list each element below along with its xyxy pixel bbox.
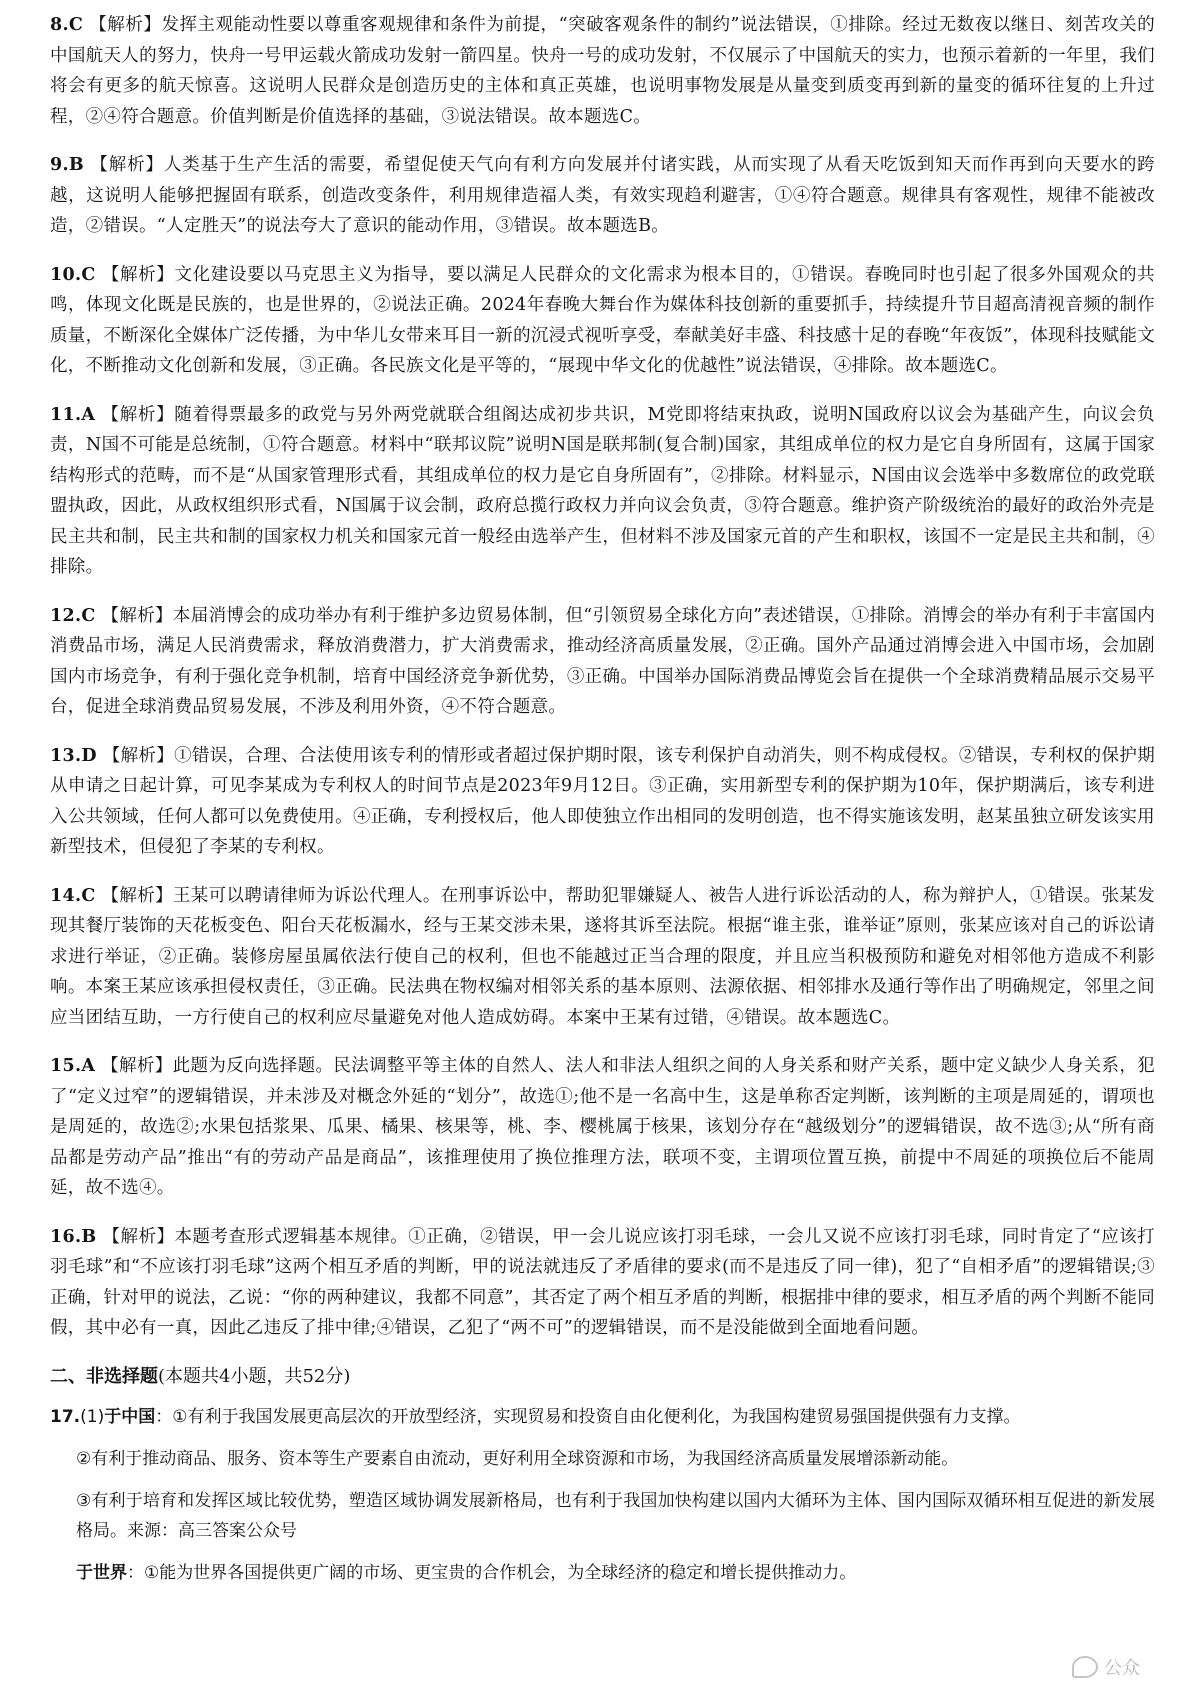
answer-9 xyxy=(50,150,1155,242)
answer-number: 9.B xyxy=(50,155,84,175)
watermark-text: 公众 xyxy=(1104,1658,1140,1679)
answer-text: 【解析】发挥主观能动性要以尊重客观规律和条件为前提，“突破客观条件的制约”说法错误，①排除。经过无数夜以继日、刻苦攻关的中国航天人的努力，快舟一号甲运载火箭成功发射一箭四星。快舟一号的成功发射，不仅展示了中国航天的实力，也预示着新的一年里，我们将会有更多的航天惊喜。这说明人民群众是创造历史的主体和真正英雄，也说明事物发展是从量变到质变再到新的量变的循环往复的上升过程，②④符合题意。价值判断是价值选择的基础，③说法错误。故本题选C。 xyxy=(50,15,1155,127)
point-text: ：①有利于我国发展更高层次的开放型经济，实现贸易和投资自由化便利化，为我国构建贸易强国提供强有力支撑。 xyxy=(155,1406,1021,1427)
point-text: ③有利于培育和发挥区域比较优势，塑造区域协调发展新格局，也有利于我国加快构建以国内大循环为主体、国内国际双循环相互促进的新发展格局。来源：高三答案公众号 xyxy=(76,1490,1155,1541)
answer-12 xyxy=(50,601,1155,723)
world-label: 于世界 xyxy=(76,1562,127,1583)
q17-china-point-1 xyxy=(50,1402,1155,1432)
answer-text: 【解析】本题考查形式逻辑基本规律。①正确，②错误，甲一会儿说应该打羽毛球，一会儿又说不应该打羽毛球，同时肯定了“应该打羽毛球”和“不应该打羽毛球”这两个相互矛盾的判断，甲的说法就违反了矛盾律的要求(而不是违反了同一律)，犯了“自相矛盾”的逻辑错误;③正确，针对甲的说法，乙说：“你的两种建议，我都不同意”，其否定了两个相互矛盾的判断，根据排中律的要求，相互矛盾的两个判断不能同假，其中必有一真，因此乙违反了排中律;④错误，乙犯了“两不可”的逻辑错误，而不是没能做到全面地看问题。 xyxy=(50,1226,1155,1338)
question-number: 17. xyxy=(50,1406,81,1427)
answer-text: 【解析】随着得票最多的政党与另外两党就联合组阁达成初步共识，M党即将结束执政，说明N国政府以议会为基础产生，向议会负责，N国不可能是总统制，①符合题意。材料中“联邦议院”说明N国是联邦制(复合制)国家，其组成单位的权力是它自身所固有，这属于国家结构形式的范畴，而不是“从国家管理形式看，其组成单位的权力是它自身所固有”，②排除。材料显示，N国由议会选举中多数席位的政党联盟执政，因此，从政权组织形式看，N国属于议会制，政府总揽行政权力并向议会负责，③符合题意。维护资产阶级统治的最好的政治外壳是民主共和制，民主共和制的国家权力机关和国家元首一般经由选举产生，但材料不涉及国家元首的产生和职权，该国不一定是民主共和制，④排除。 xyxy=(50,404,1155,577)
q17-world-point-1 xyxy=(50,1558,1155,1588)
q17-china-point-2 xyxy=(50,1444,1155,1474)
answer-13 xyxy=(50,741,1155,863)
answer-page xyxy=(50,10,1155,1600)
point-text: ：①能为世界各国提供更广阔的市场、更宝贵的合作机会，为全球经济的稳定和增长提供推动力。 xyxy=(127,1562,857,1583)
answer-number: 14.C xyxy=(50,885,96,906)
answer-10 xyxy=(50,260,1155,382)
section-heading xyxy=(50,1362,1155,1392)
answer-number: 10.C xyxy=(50,264,96,285)
answer-8 xyxy=(50,10,1155,132)
answer-number: 16.B xyxy=(50,1226,97,1247)
answer-text: 【解析】文化建设要以马克思主义为指导，要以满足人民群众的文化需求为根本目的，①错误。春晚同时也引起了很多外国观众的共鸣，体现文化既是民族的，也是世界的，②说法正确。2024年春晚大舞台作为媒体科技创新的重要抓手，持续提升节目超高清视音频的制作质量，不断深化全媒体广泛传播，为中华儿女带来耳目一新的沉浸式视听享受，奉献美好丰盛、科技感十足的春晚“年夜饭”，体现科技赋能文化，不断推动文化创新和发展，③正确。各民族文化是平等的，“展现中华文化的优越性”说法错误，④排除。故本题选C。 xyxy=(50,264,1155,376)
answer-number: 12.C xyxy=(50,605,96,626)
point-text: ②有利于推动商品、服务、资本等生产要素自由流动，更好利用全球资源和市场，为我国经济高质量发展增添新动能。 xyxy=(76,1448,959,1469)
answer-number: 11.A xyxy=(50,404,96,425)
answer-text: 【解析】王某可以聘请律师为诉讼代理人。在刑事诉讼中，帮助犯罪嫌疑人、被告人进行诉讼活动的人，称为辩护人，①错误。张某发现其餐厅装饰的天花板变色、阳台天花板漏水，经与王某交涉未果，遂将其诉至法院。根据“谁主张，谁举证”原则，张某应该对自己的诉讼请求进行举证，②正确。装修房屋虽属依法行使自己的权利，但也不能越过正当合理的限度，并且应当积极预防和避免对相邻他方造成不利影响。本案王某应该承担侵权责任，③正确。民法典在物权编对相邻关系的基本原则、法源依据、相邻排水及通行等作出了明确规定，邻里之间应当团结互助，一方行使自己的权利应尽量避免对他人造成妨碍。本案中王某有过错，④错误。故本题选C。 xyxy=(50,885,1155,1028)
answer-11 xyxy=(50,400,1155,583)
china-label: 于中国 xyxy=(104,1406,156,1427)
answer-number: 13.D xyxy=(50,745,97,766)
answer-14 xyxy=(50,881,1155,1034)
answer-text: 【解析】本届消博会的成功举办有利于维护多边贸易体制，但“引领贸易全球化方向”表述错误，①排除。消博会的举办有利于丰富国内消费品市场，满足人民消费需求，释放消费潜力，扩大消费需求，推动经济高质量发展，②正确。国外产品通过消博会进入中国市场，会加剧国内市场竞争，有利于强化竞争机制，培育中国经济竞争新优势，③正确。中国举办国际消费品博览会旨在提供一个全球消费精品展示交易平台，促进全球消费品贸易发展，不涉及利用外资，④不符合题意。 xyxy=(50,605,1155,717)
answer-15 xyxy=(50,1051,1155,1204)
part-prefix: (1) xyxy=(80,1406,105,1427)
q17-china-point-3 xyxy=(50,1486,1155,1546)
section-title: 二、非选择题 xyxy=(50,1365,158,1387)
answer-text: 【解析】①错误，合理、合法使用该专利的情形或者超过保护期时限，该专利保护自动消失，则不构成侵权。②错误，专利权的保护期从申请之日起计算，可见李某成为专利权人的时间节点是2023年9月12日。③正确，实用新型专利的保护期为10年，保护期满后，该专利进入公共领域，任何人都可以免费使用。④正确，专利授权后，他人即使独立作出相同的发明创造，也不得实施该发明，赵某虽独立研发该实用新型技术，但侵犯了李某的专利权。 xyxy=(50,745,1155,857)
answer-number: 15.A xyxy=(50,1056,96,1076)
answer-16 xyxy=(50,1222,1155,1344)
answer-text: 【解析】人类基于生产生活的需要，希望促使天气向有利方向发展并付诸实践，从而实现了从看天吃饭到知天而作再到向天要水的跨越，这说明人能够把握固有联系，创造改变条件，利用规律造福人类，有效实现趋利避害，①④符合题意。规律具有客观性，规律不能被改造，②错误。“人定胜天”的说法夸大了意识的能动作用，③错误。故本题选B。 xyxy=(50,155,1155,236)
section-subtitle: (本题共4小题，共52分) xyxy=(158,1365,351,1387)
wechat-icon xyxy=(1072,1656,1098,1678)
answer-text: 【解析】此题为反向选择题。民法调整平等主体的自然人、法人和非法人组织之间的人身关系和财产关系，题中定义缺少人身关系，犯了“定义过窄”的逻辑错误，并未涉及对概念外延的“划分”，故选①;他不是一名高中生，这是单称否定判断，该判断的主项是周延的，谓项也是周延的，故选②;水果包括浆果、瓜果、橘果、核果等，桃、李、樱桃属于核果，该划分存在“越级划分”的逻辑错误，故不选③;从“所有商品都是劳动产品”推出“有的劳动产品是商品”，该推理使用了换位推理方法，联项不变，主谓项位置互换，前提中不周延的项换位后不能周延，故不选④。 xyxy=(50,1056,1155,1198)
answer-number: 8.C xyxy=(50,15,84,35)
watermark xyxy=(1072,1654,1140,1680)
